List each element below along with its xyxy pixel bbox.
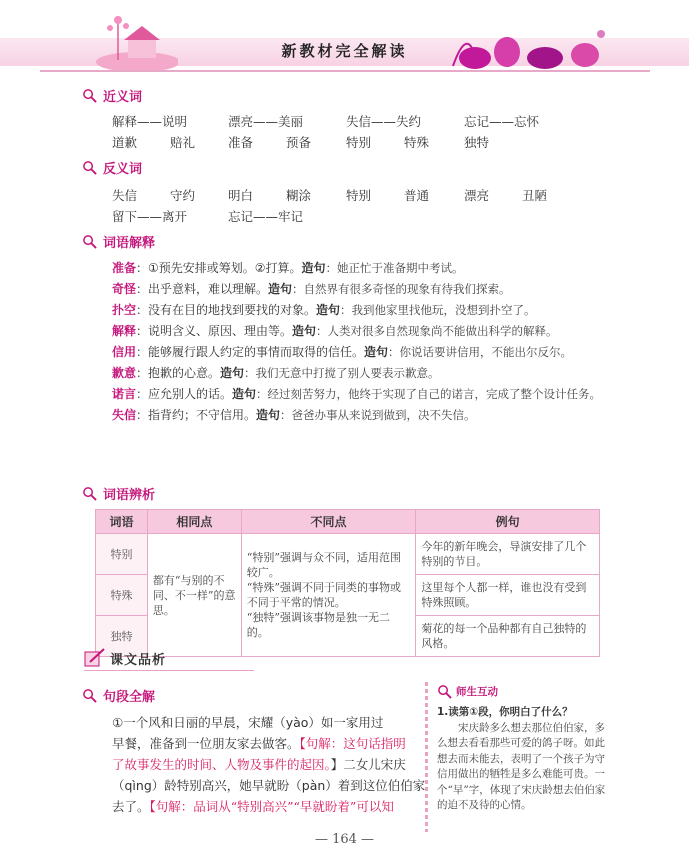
antonyms-row-1 xyxy=(0,186,689,202)
synonyms-row-2 xyxy=(0,133,689,149)
synonym-word: 特别 xyxy=(346,135,372,150)
table-header-row xyxy=(96,510,600,534)
header-divider xyxy=(40,70,650,72)
example-label: 造句 xyxy=(232,387,257,401)
example-label: 造句 xyxy=(364,345,389,359)
explanation-item xyxy=(112,321,612,342)
example-label: 造句 xyxy=(292,324,317,338)
sentence-note: 【句解：这句话指明 xyxy=(299,736,406,751)
explanation-item xyxy=(112,384,612,405)
term: 歉意 xyxy=(112,366,137,380)
example-sentence: ：她正忙于准备期中考试。 xyxy=(325,261,464,275)
explanation-item xyxy=(112,300,612,321)
page-number: — 164 — xyxy=(314,832,375,847)
passage-text: 去了。 xyxy=(112,799,150,814)
column-header: 相同点 xyxy=(147,510,241,534)
antonym-pair: 留下——离开 xyxy=(112,209,188,224)
word-cell: 特别 xyxy=(96,534,148,575)
antonym-word: 明白 xyxy=(228,188,254,203)
antonym-word: 守约 xyxy=(170,188,196,203)
passage-text: 】二女儿宋庆 xyxy=(330,757,406,772)
example-label: 造句 xyxy=(256,408,281,422)
magnifier-icon xyxy=(82,234,97,249)
example-sentence: ：我们无意中打搅了别人要表示歉意。 xyxy=(244,366,440,380)
analysis-heading: 词语辨析 xyxy=(82,484,155,503)
magnifier-icon xyxy=(82,88,97,103)
term: 奇怪 xyxy=(112,282,137,296)
example-sentence: ：经过刻苦努力，他终于实现了自己的诺言，完成了整个设计任务。 xyxy=(256,387,602,401)
passage-text: 早餐，准备到一位朋友家去做客。 xyxy=(112,736,300,751)
lesson-title: 课文品析 xyxy=(110,652,167,668)
definition: ：①预先安排或筹划。②打算。 xyxy=(136,261,302,275)
difference-text: “特别”强调与众不同，适用范围较广。 xyxy=(246,551,401,579)
example-label: 造句 xyxy=(316,303,341,317)
definition: ：没有在目的地找到要找的对象。 xyxy=(136,303,317,317)
explanation-list xyxy=(112,258,612,426)
sidebar-heading xyxy=(437,684,498,699)
sidebar-dotted-rule xyxy=(425,682,428,832)
text-line xyxy=(112,733,434,754)
sentence-note: 了故事发生的时间、人物及事件的起因。 xyxy=(112,757,331,772)
synonym-word: 道歉 xyxy=(112,135,138,150)
synonym-word: 预备 xyxy=(286,135,312,150)
column-header: 词语 xyxy=(96,510,148,534)
sidebar-answer: 宋庆龄多么想去那位伯伯家，多么想去看看那些可爱的鸽子呀。如此想去而未能去，表明了一个孩子为守信用做出的牺牲是多么难能可贵。一个“早”字，体现了宋庆龄想去伯伯家的迫不及待的心情。 xyxy=(437,721,606,811)
paragraph-heading: 句段全解 xyxy=(82,686,155,705)
example-label: 造句 xyxy=(220,366,245,380)
magnifier-icon xyxy=(437,684,452,699)
term: 诺言 xyxy=(112,387,137,401)
explanations-heading: 词语解释 xyxy=(82,232,155,251)
synonyms-heading: 近义词 xyxy=(82,86,142,105)
definition: ：说明含义、原因、理由等。 xyxy=(136,324,293,338)
definition: ：能够履行跟人约定的事情而取得的信任。 xyxy=(136,345,365,359)
antonym-word: 普通 xyxy=(404,188,430,203)
difference-text: “独特”强调该事物是独一无二的。 xyxy=(246,611,390,639)
synonym-word: 独特 xyxy=(464,135,490,150)
lesson-banner xyxy=(84,648,166,668)
word-cell: 特殊 xyxy=(96,575,148,616)
explanation-item xyxy=(112,342,612,363)
common-meaning-cell: 都有“与别的不同、不一样”的意思。 xyxy=(147,534,241,657)
text-line xyxy=(112,775,434,796)
term: 准备 xyxy=(112,261,137,275)
synonym-word: 准备 xyxy=(228,135,254,150)
text-line xyxy=(112,754,434,775)
explanation-item xyxy=(112,279,612,300)
example-sentence: ：你说话要讲信用，不能出尔反尔。 xyxy=(388,345,573,359)
synonym-pair: 忘记——忘怀 xyxy=(464,114,540,129)
text-line xyxy=(112,796,434,817)
sidebar-title: 师生互动 xyxy=(456,686,498,698)
table-row xyxy=(96,534,600,575)
passage-text: ①一个风和日丽的早晨，宋耀（yào）如一家用过 xyxy=(112,715,384,730)
example-sentence: ：自然界有很多奇怪的现象有待我们探索。 xyxy=(292,282,511,296)
term: 解释 xyxy=(112,324,137,338)
example-sentence: ：人类对很多自然现象尚不能做出科学的解释。 xyxy=(316,324,558,338)
definition: ：抱歉的心意。 xyxy=(136,366,221,380)
definition: ：出乎意料，难以理解。 xyxy=(136,282,269,296)
synonym-word: 赔礼 xyxy=(170,135,196,150)
sidebar-content xyxy=(437,705,613,814)
word-comparison-table xyxy=(95,509,600,657)
passage-text: （qìng）龄特别高兴，她早就盼（pàn）着到这位伯伯家 xyxy=(112,778,426,793)
example-cell: 菊花的每一个品种都有自己独特的风格。 xyxy=(416,616,600,657)
sidebar-question: 1.读第①段，你明白了什么？ xyxy=(437,706,573,718)
synonym-pair: 解释——说明 xyxy=(112,114,188,129)
synonym-word: 特殊 xyxy=(404,135,430,150)
antonym-word: 失信 xyxy=(112,188,138,203)
term: 扑空 xyxy=(112,303,137,317)
antonym-word: 丑陋 xyxy=(522,188,548,203)
paragraph-text xyxy=(112,712,434,817)
synonyms-row-1 xyxy=(0,112,689,128)
definition: ：应允别人的话。 xyxy=(136,387,233,401)
antonyms-heading: 反义词 xyxy=(82,158,142,177)
lesson-underline xyxy=(84,670,254,671)
explanation-item xyxy=(112,405,612,426)
antonyms-row-2 xyxy=(0,207,689,223)
antonym-pair: 忘记——牢记 xyxy=(228,209,304,224)
term: 信用 xyxy=(112,345,137,359)
magnifier-icon xyxy=(82,486,97,501)
explanation-item xyxy=(112,363,612,384)
example-label: 造句 xyxy=(301,261,326,275)
term: 失信 xyxy=(112,408,137,422)
page-header-title: 新教材完全解读 xyxy=(281,42,408,60)
differences-cell xyxy=(241,534,416,657)
column-header: 例句 xyxy=(416,510,600,534)
definition: ：指背约；不守信用。 xyxy=(136,408,257,422)
antonym-word: 特别 xyxy=(346,188,372,203)
example-cell: 这里每个人都一样，谁也没有受到特殊照顾。 xyxy=(416,575,600,616)
magnifier-icon xyxy=(82,160,97,175)
text-line xyxy=(112,712,434,733)
example-sentence: ：我到他家里找他玩，没想到扑空了。 xyxy=(340,303,536,317)
antonym-word: 漂亮 xyxy=(464,188,490,203)
pen-book-icon xyxy=(84,648,106,668)
word-cell: 独特 xyxy=(96,616,148,657)
explanation-item xyxy=(112,258,612,279)
synonym-pair: 失信——失约 xyxy=(346,114,422,129)
example-cell: 今年的新年晚会，导演安排了几个特别的节目。 xyxy=(416,534,600,575)
column-header: 不同点 xyxy=(241,510,416,534)
antonym-word: 糊涂 xyxy=(286,188,312,203)
example-label: 造句 xyxy=(268,282,293,296)
magnifier-icon xyxy=(82,688,97,703)
difference-text: “特殊”强调不同于同类的事物或不同于平常的情况。 xyxy=(246,581,401,609)
example-sentence: ：爸爸办事从来说到做到，决不失信。 xyxy=(280,408,476,422)
synonym-pair: 漂亮——美丽 xyxy=(228,114,304,129)
sentence-note: 【句解：品词从“特别高兴”“早就盼着”可以知 xyxy=(149,799,394,814)
